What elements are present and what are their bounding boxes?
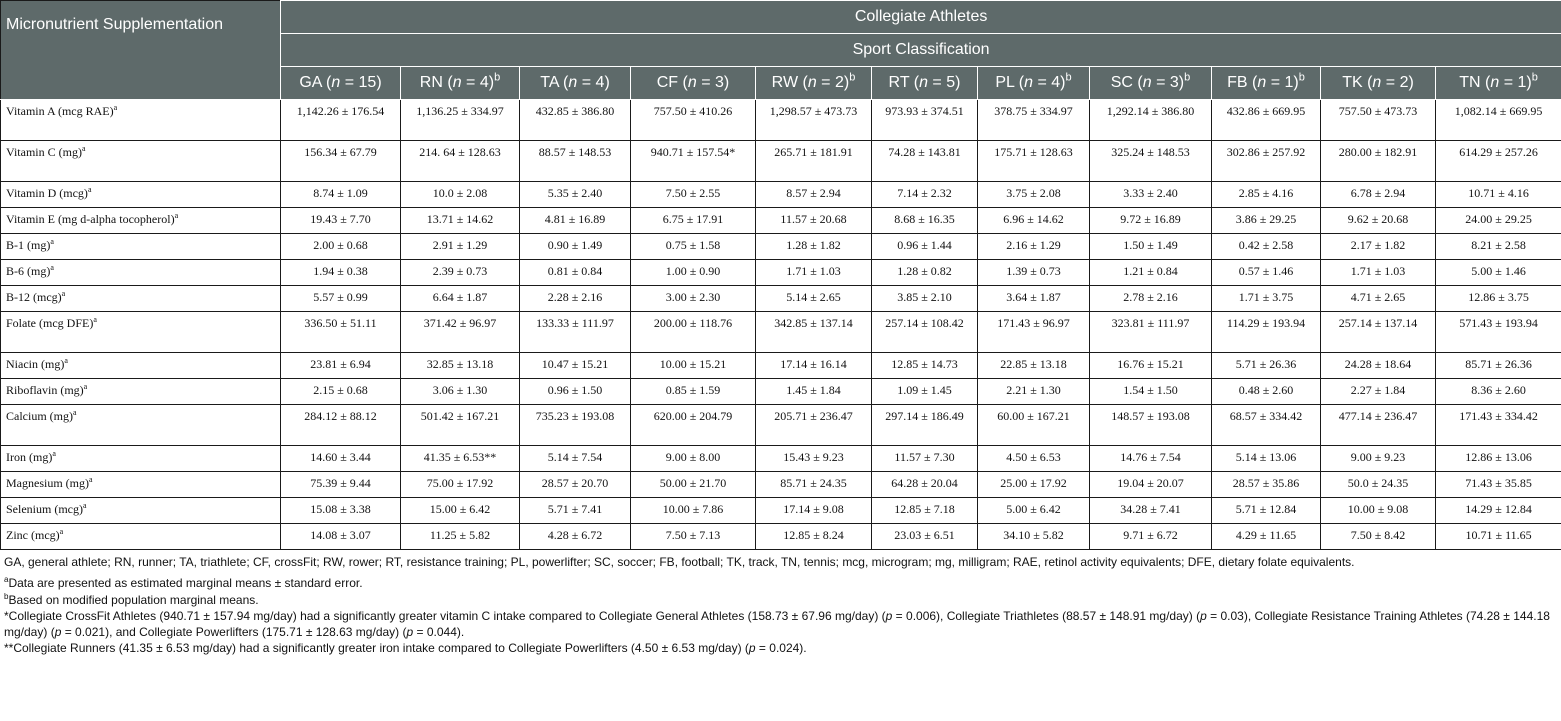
row-label xyxy=(1,498,281,524)
table-cell: 24.28 ± 18.64 xyxy=(1321,353,1436,379)
row-label-text: Magnesium (mg) xyxy=(6,476,89,490)
table-cell: 9.72 ± 16.89 xyxy=(1090,208,1212,234)
row-label-text: Calcium (mg) xyxy=(6,409,73,423)
table-cell: 757.50 ± 473.73 xyxy=(1321,100,1436,141)
table-cell: 2.28 ± 2.16 xyxy=(520,286,631,312)
table-cell: 501.42 ± 167.21 xyxy=(401,405,520,446)
column-abbr: RW xyxy=(771,74,799,91)
column-abbr: TA xyxy=(540,74,559,91)
column-abbr: FB xyxy=(1227,74,1248,91)
table-cell: 1.94 ± 0.38 xyxy=(281,260,401,286)
table-cell: 7.50 ± 8.42 xyxy=(1321,524,1436,550)
table-cell: 3.75 ± 2.08 xyxy=(978,182,1090,208)
column-footnote-mark: b xyxy=(494,71,501,84)
row-label xyxy=(1,405,281,446)
table-cell: 14.76 ± 7.54 xyxy=(1090,446,1212,472)
table-cell: 15.00 ± 6.42 xyxy=(401,498,520,524)
table-row xyxy=(1,260,1561,286)
table-cell: 735.23 ± 193.08 xyxy=(520,405,631,446)
table-cell: 3.64 ± 1.87 xyxy=(978,286,1090,312)
table-cell: 2.00 ± 0.68 xyxy=(281,234,401,260)
table-cell: 8.36 ± 2.60 xyxy=(1436,379,1561,405)
table-cell: 9.71 ± 6.72 xyxy=(1090,524,1212,550)
table-cell: 620.00 ± 204.79 xyxy=(631,405,756,446)
footnote-a-text: Data are presented as estimated marginal means ± standard error. xyxy=(8,576,363,591)
table-cell: 8.74 ± 1.09 xyxy=(281,182,401,208)
footnote-b-mark: b xyxy=(4,591,9,601)
table-cell: 12.85 ± 7.18 xyxy=(872,498,978,524)
row-label xyxy=(1,286,281,312)
table-cell: 4.71 ± 2.65 xyxy=(1321,286,1436,312)
row-footnote-mark: a xyxy=(81,144,86,153)
table-row xyxy=(1,286,1561,312)
table-cell: 28.57 ± 35.86 xyxy=(1212,472,1321,498)
table-body xyxy=(1,100,1561,550)
row-label xyxy=(1,524,281,550)
table-cell: 1.28 ± 1.82 xyxy=(756,234,872,260)
table-cell: 257.14 ± 108.42 xyxy=(872,312,978,353)
column-header-ga: GA (n = 15) xyxy=(281,67,401,100)
table-cell: 75.00 ± 17.92 xyxy=(401,472,520,498)
row-label xyxy=(1,260,281,286)
table-cell: 14.08 ± 3.07 xyxy=(281,524,401,550)
table-cell: 34.10 ± 5.82 xyxy=(978,524,1090,550)
table-cell: 1.28 ± 0.82 xyxy=(872,260,978,286)
table-cell: 17.14 ± 16.14 xyxy=(756,353,872,379)
footnote-b-text: Based on modified population marginal means. xyxy=(8,592,259,607)
table-cell: 432.86 ± 669.95 xyxy=(1212,100,1321,141)
table-cell: 32.85 ± 13.18 xyxy=(401,353,520,379)
table-cell: 477.14 ± 236.47 xyxy=(1321,405,1436,446)
column-n: 4 xyxy=(595,74,605,91)
column-footnote-mark: b xyxy=(1531,71,1538,84)
table-cell: 24.00 ± 29.25 xyxy=(1436,208,1561,234)
table-cell: 336.50 ± 51.11 xyxy=(281,312,401,353)
table-cell: 5.35 ± 2.40 xyxy=(520,182,631,208)
table-cell: 114.29 ± 193.94 xyxy=(1212,312,1321,353)
column-footnote-mark: b xyxy=(1298,71,1305,84)
table-cell: 25.00 ± 17.92 xyxy=(978,472,1090,498)
table-cell: 265.71 ± 181.91 xyxy=(756,141,872,182)
table-cell: 11.57 ± 20.68 xyxy=(756,208,872,234)
table-cell: 5.14 ± 7.54 xyxy=(520,446,631,472)
table-cell: 6.64 ± 1.87 xyxy=(401,286,520,312)
table-cell: 50.0 ± 24.35 xyxy=(1321,472,1436,498)
column-header-tk: TK (n = 2) xyxy=(1321,67,1436,100)
column-footnote-mark: b xyxy=(1065,71,1072,84)
table-cell: 34.28 ± 7.41 xyxy=(1090,498,1212,524)
table-cell: 5.57 ± 0.99 xyxy=(281,286,401,312)
column-abbr: PL xyxy=(995,74,1015,91)
table-cell: 11.25 ± 5.82 xyxy=(401,524,520,550)
table-cell: 88.57 ± 148.53 xyxy=(520,141,631,182)
column-n: 15 xyxy=(358,74,377,91)
table-cell: 74.28 ± 143.81 xyxy=(872,141,978,182)
table-cell: 323.81 ± 111.97 xyxy=(1090,312,1212,353)
row-footnote-mark: a xyxy=(61,289,66,298)
column-header-rt: RT (n = 5) xyxy=(872,67,978,100)
table-cell: 205.71 ± 236.47 xyxy=(756,405,872,446)
column-header-rn: RN (n = 4)$^b$ xyxy=(401,67,520,100)
table-cell: 41.35 ± 6.53** xyxy=(401,446,520,472)
column-n: 4 xyxy=(1051,74,1061,91)
table-cell: 0.96 ± 1.44 xyxy=(872,234,978,260)
table-cell: 3.06 ± 1.30 xyxy=(401,379,520,405)
table-cell: 1.71 ± 1.03 xyxy=(1321,260,1436,286)
table-row xyxy=(1,405,1561,446)
row-label-text: Zinc (mcg) xyxy=(6,528,60,542)
table-row xyxy=(1,379,1561,405)
table-cell: 2.39 ± 0.73 xyxy=(401,260,520,286)
column-abbr: GA xyxy=(299,74,322,91)
table-cell: 2.85 ± 4.16 xyxy=(1212,182,1321,208)
table-cell: 8.68 ± 16.35 xyxy=(872,208,978,234)
table-cell: 5.71 ± 26.36 xyxy=(1212,353,1321,379)
row-footnote-mark: a xyxy=(64,356,68,365)
table-row xyxy=(1,312,1561,353)
row-footnote-mark: a xyxy=(89,475,93,484)
table-cell: 3.33 ± 2.40 xyxy=(1090,182,1212,208)
table-cell: 2.17 ± 1.82 xyxy=(1321,234,1436,260)
row-label xyxy=(1,312,281,353)
table-cell: 1.71 ± 3.75 xyxy=(1212,286,1321,312)
footnote-abbreviations: GA, general athlete; RN, runner; TA, triathlete; CF, crossFit; RW, rower; RT, resistance training; PL, powerlifter; SC, soccer; FB, football; TK, track, TN, tennis; mcg, microgram; mg, milligram; RAE, retinol activity equivalents; DFE, dietary folate equivalents. xyxy=(4,555,1355,569)
table-cell: 5.14 ± 2.65 xyxy=(756,286,872,312)
table-cell: 2.91 ± 1.29 xyxy=(401,234,520,260)
table-row xyxy=(1,100,1561,141)
row-label-text: Selenium (mcg) xyxy=(6,502,83,516)
table-cell: 284.12 ± 88.12 xyxy=(281,405,401,446)
table-cell: 342.85 ± 137.14 xyxy=(756,312,872,353)
column-abbr: RN xyxy=(419,74,443,91)
table-cell: 7.14 ± 2.32 xyxy=(872,182,978,208)
table-row xyxy=(1,141,1561,182)
table-cell: 7.50 ± 2.55 xyxy=(631,182,756,208)
group-header: Collegiate Athletes xyxy=(281,1,1561,34)
table-cell: 133.33 ± 111.97 xyxy=(520,312,631,353)
column-n: 2 xyxy=(834,74,844,91)
table-cell: 8.21 ± 2.58 xyxy=(1436,234,1561,260)
table-cell: 378.75 ± 334.97 xyxy=(978,100,1090,141)
table-cell: 64.28 ± 20.04 xyxy=(872,472,978,498)
table-cell: 10.71 ± 11.65 xyxy=(1436,524,1561,550)
column-abbr: TK xyxy=(1342,74,1363,91)
table-cell: 325.24 ± 148.53 xyxy=(1090,141,1212,182)
table-cell: 14.60 ± 3.44 xyxy=(281,446,401,472)
table-cell: 1.54 ± 1.50 xyxy=(1090,379,1212,405)
table-cell: 68.57 ± 334.42 xyxy=(1212,405,1321,446)
row-label-text: B-12 (mcg) xyxy=(6,290,62,304)
table-cell: 12.85 ± 8.24 xyxy=(756,524,872,550)
table-cell: 1.45 ± 1.84 xyxy=(756,379,872,405)
table-cell: 14.29 ± 12.84 xyxy=(1436,498,1561,524)
column-n: 4 xyxy=(479,74,489,91)
table-cell: 19.43 ± 7.70 xyxy=(281,208,401,234)
table-cell: 614.29 ± 257.26 xyxy=(1436,141,1561,182)
table-cell: 0.81 ± 0.84 xyxy=(520,260,631,286)
table-cell: 571.43 ± 193.94 xyxy=(1436,312,1561,353)
table-cell: 0.75 ± 1.58 xyxy=(631,234,756,260)
row-footnote-mark: a xyxy=(82,501,87,510)
table-cell: 0.42 ± 2.58 xyxy=(1212,234,1321,260)
table-cell: 0.85 ± 1.59 xyxy=(631,379,756,405)
table-cell: 10.00 ± 15.21 xyxy=(631,353,756,379)
row-label xyxy=(1,379,281,405)
table-cell: 16.76 ± 15.21 xyxy=(1090,353,1212,379)
table-cell: 1.21 ± 0.84 xyxy=(1090,260,1212,286)
table-cell: 156.34 ± 67.79 xyxy=(281,141,401,182)
column-n: 3 xyxy=(1169,74,1179,91)
table-cell: 5.71 ± 7.41 xyxy=(520,498,631,524)
row-label-text: Folate (mcg DFE) xyxy=(6,316,94,330)
row-label-text: Niacin (mg) xyxy=(6,357,65,371)
table-cell: 297.14 ± 186.49 xyxy=(872,405,978,446)
table-cell: 2.27 ± 1.84 xyxy=(1321,379,1436,405)
column-n: 5 xyxy=(946,74,956,91)
table-cell: 3.85 ± 2.10 xyxy=(872,286,978,312)
table-cell: 9.00 ± 8.00 xyxy=(631,446,756,472)
row-label-text: B-6 (mg) xyxy=(6,264,51,278)
table-row xyxy=(1,208,1561,234)
row-label-text: B-1 (mg) xyxy=(6,238,51,252)
table-footnotes xyxy=(0,550,1561,657)
row-label-text: Vitamin C (mg) xyxy=(6,145,82,159)
row-label-text: Vitamin D (mcg) xyxy=(6,186,88,200)
footnote-b xyxy=(4,592,1557,608)
table-cell: 17.14 ± 9.08 xyxy=(756,498,872,524)
row-label xyxy=(1,353,281,379)
table-cell: 28.57 ± 20.70 xyxy=(520,472,631,498)
table-cell: 7.50 ± 7.13 xyxy=(631,524,756,550)
column-abbr: SC xyxy=(1110,74,1133,91)
row-label-text: Vitamin E (mg d-alpha tocopherol) xyxy=(6,212,175,226)
footnote-star: *Collegiate CrossFit Athletes (940.71 ± 157.94 mg/day) had a significantly greater vitamin C intake compared to Collegiate General Athletes (158.73 ± 67.96 mg/day) (p = 0.006), Collegiate Triathletes (88.57 ± 148.91 mg/day) (p = 0.03), Collegiate Resistance Training Athletes (74.28 ± 144.18 mg/day) (p = 0.021), and Collegiate Powerlifters (175.71 ± 128.63 mg/day) (p = 0.044). xyxy=(4,608,1550,640)
table-cell: 85.71 ± 24.35 xyxy=(756,472,872,498)
table-cell: 75.39 ± 9.44 xyxy=(281,472,401,498)
footnote-a xyxy=(4,575,1557,591)
table-cell: 9.62 ± 20.68 xyxy=(1321,208,1436,234)
row-footnote-mark: a xyxy=(72,408,77,417)
table-cell: 257.14 ± 137.14 xyxy=(1321,312,1436,353)
row-footnote-mark: a xyxy=(50,237,54,246)
row-label xyxy=(1,234,281,260)
row-label xyxy=(1,446,281,472)
table-row xyxy=(1,446,1561,472)
column-n: 1 xyxy=(1517,74,1527,91)
table-cell: 175.71 ± 128.63 xyxy=(978,141,1090,182)
table-row xyxy=(1,472,1561,498)
column-footnote-mark: b xyxy=(849,71,856,84)
table-cell: 757.50 ± 410.26 xyxy=(631,100,756,141)
row-footnote-mark: a xyxy=(59,527,64,536)
row-footnote-mark: a xyxy=(87,185,92,194)
table-cell: 0.57 ± 1.46 xyxy=(1212,260,1321,286)
table-cell: 280.00 ± 182.91 xyxy=(1321,141,1436,182)
column-header-rw: RW (n = 2)$^b$ xyxy=(756,67,872,100)
column-abbr: CF xyxy=(656,74,679,91)
table-cell: 371.42 ± 96.97 xyxy=(401,312,520,353)
table-cell: 171.43 ± 96.97 xyxy=(978,312,1090,353)
table-cell: 0.96 ± 1.50 xyxy=(520,379,631,405)
table-cell: 12.85 ± 14.73 xyxy=(872,353,978,379)
table-row xyxy=(1,353,1561,379)
table-cell: 432.85 ± 386.80 xyxy=(520,100,631,141)
table-cell: 50.00 ± 21.70 xyxy=(631,472,756,498)
column-header-fb: FB (n = 1)$^b$ xyxy=(1212,67,1321,100)
table-cell: 1.00 ± 0.90 xyxy=(631,260,756,286)
table-row xyxy=(1,234,1561,260)
table-cell: 2.78 ± 2.16 xyxy=(1090,286,1212,312)
table-cell: 23.03 ± 6.51 xyxy=(872,524,978,550)
row-label xyxy=(1,472,281,498)
row-footnote-mark: a xyxy=(93,315,97,324)
table-cell: 1.39 ± 0.73 xyxy=(978,260,1090,286)
table-cell: 8.57 ± 2.94 xyxy=(756,182,872,208)
row-footnote-mark: a xyxy=(50,263,54,272)
row-label xyxy=(1,208,281,234)
table-cell: 4.81 ± 16.89 xyxy=(520,208,631,234)
table-cell: 12.86 ± 13.06 xyxy=(1436,446,1561,472)
row-label-text: Vitamin A (mcg RAE) xyxy=(6,104,114,118)
column-n: 3 xyxy=(715,74,724,91)
row-footnote-mark: a xyxy=(174,211,179,220)
table-cell: 85.71 ± 26.36 xyxy=(1436,353,1561,379)
table-cell: 3.86 ± 29.25 xyxy=(1212,208,1321,234)
table-cell: 5.71 ± 12.84 xyxy=(1212,498,1321,524)
row-label xyxy=(1,100,281,141)
row-footnote-mark: a xyxy=(113,103,118,112)
column-abbr: TN xyxy=(1459,74,1481,91)
column-n: 2 xyxy=(1399,74,1409,91)
column-abbr: RT xyxy=(888,74,910,91)
column-n: 1 xyxy=(1284,74,1294,91)
table-cell: 4.50 ± 6.53 xyxy=(978,446,1090,472)
row-footnote-mark: a xyxy=(83,382,88,391)
table-cell: 0.90 ± 1.49 xyxy=(520,234,631,260)
column-footnote-mark: b xyxy=(1184,71,1191,84)
table-cell: 60.00 ± 167.21 xyxy=(978,405,1090,446)
table-cell: 200.00 ± 118.76 xyxy=(631,312,756,353)
table-cell: 9.00 ± 9.23 xyxy=(1321,446,1436,472)
table-cell: 10.47 ± 15.21 xyxy=(520,353,631,379)
table-cell: 1.71 ± 1.03 xyxy=(756,260,872,286)
table-cell: 973.93 ± 374.51 xyxy=(872,100,978,141)
corner-header: Micronutrient Supplementation xyxy=(1,1,281,100)
table-cell: 6.96 ± 14.62 xyxy=(978,208,1090,234)
footnote-a-mark: a xyxy=(4,575,9,585)
table-cell: 4.29 ± 11.65 xyxy=(1212,524,1321,550)
table-cell: 3.00 ± 2.30 xyxy=(631,286,756,312)
column-header-tn: TN (n = 1)$^b$ xyxy=(1436,67,1561,100)
table-row xyxy=(1,524,1561,550)
table-cell: 10.71 ± 4.16 xyxy=(1436,182,1561,208)
sport-classification-header: Sport Classification xyxy=(281,34,1561,67)
row-label-text: Iron (mg) xyxy=(6,450,53,464)
table-row xyxy=(1,182,1561,208)
table-cell: 0.48 ± 2.60 xyxy=(1212,379,1321,405)
table-cell: 10.0 ± 2.08 xyxy=(401,182,520,208)
table-cell: 5.14 ± 13.06 xyxy=(1212,446,1321,472)
table-cell: 10.00 ± 7.86 xyxy=(631,498,756,524)
table-cell: 71.43 ± 35.85 xyxy=(1436,472,1561,498)
table-cell: 1,292.14 ± 386.80 xyxy=(1090,100,1212,141)
table-cell: 1,136.25 ± 334.97 xyxy=(401,100,520,141)
column-header-sc: SC (n = 3)$^b$ xyxy=(1090,67,1212,100)
column-header-cf: CF (n = 3) xyxy=(631,67,756,100)
table-cell: 15.43 ± 9.23 xyxy=(756,446,872,472)
table-cell: 2.15 ± 0.68 xyxy=(281,379,401,405)
row-label xyxy=(1,182,281,208)
table-cell: 148.57 ± 193.08 xyxy=(1090,405,1212,446)
table-cell: 6.75 ± 17.91 xyxy=(631,208,756,234)
row-footnote-mark: a xyxy=(52,449,56,458)
table-cell: 940.71 ± 157.54* xyxy=(631,141,756,182)
table-cell: 5.00 ± 1.46 xyxy=(1436,260,1561,286)
table-cell: 214. 64 ± 128.63 xyxy=(401,141,520,182)
table-cell: 1,142.26 ± 176.54 xyxy=(281,100,401,141)
table-cell: 15.08 ± 3.38 xyxy=(281,498,401,524)
table-cell: 23.81 ± 6.94 xyxy=(281,353,401,379)
table-cell: 10.00 ± 9.08 xyxy=(1321,498,1436,524)
column-header-pl: PL (n = 4)$^b$ xyxy=(978,67,1090,100)
table-cell: 22.85 ± 13.18 xyxy=(978,353,1090,379)
table-cell: 1,082.14 ± 669.95 xyxy=(1436,100,1561,141)
table-cell: 12.86 ± 3.75 xyxy=(1436,286,1561,312)
row-label xyxy=(1,141,281,182)
table-cell: 302.86 ± 257.92 xyxy=(1212,141,1321,182)
table-cell: 4.28 ± 6.72 xyxy=(520,524,631,550)
table-cell: 2.16 ± 1.29 xyxy=(978,234,1090,260)
footnote-double-star: **Collegiate Runners (41.35 ± 6.53 mg/day) had a significantly greater iron intake compared to Collegiate Powerlifters (4.50 ± 6.53 mg/day) (p = 0.024). xyxy=(4,641,807,656)
row-label-text: Riboflavin (mg) xyxy=(6,383,84,397)
column-header-ta: TA (n = 4) xyxy=(520,67,631,100)
table-cell: 1.50 ± 1.49 xyxy=(1090,234,1212,260)
table-cell: 11.57 ± 7.30 xyxy=(872,446,978,472)
table-cell: 1,298.57 ± 473.73 xyxy=(756,100,872,141)
table-cell: 1.09 ± 1.45 xyxy=(872,379,978,405)
table-cell: 2.21 ± 1.30 xyxy=(978,379,1090,405)
table-cell: 6.78 ± 2.94 xyxy=(1321,182,1436,208)
table-cell: 13.71 ± 14.62 xyxy=(401,208,520,234)
table-cell: 5.00 ± 6.42 xyxy=(978,498,1090,524)
table-cell: 171.43 ± 334.42 xyxy=(1436,405,1561,446)
table-row xyxy=(1,498,1561,524)
table-cell: 19.04 ± 20.07 xyxy=(1090,472,1212,498)
